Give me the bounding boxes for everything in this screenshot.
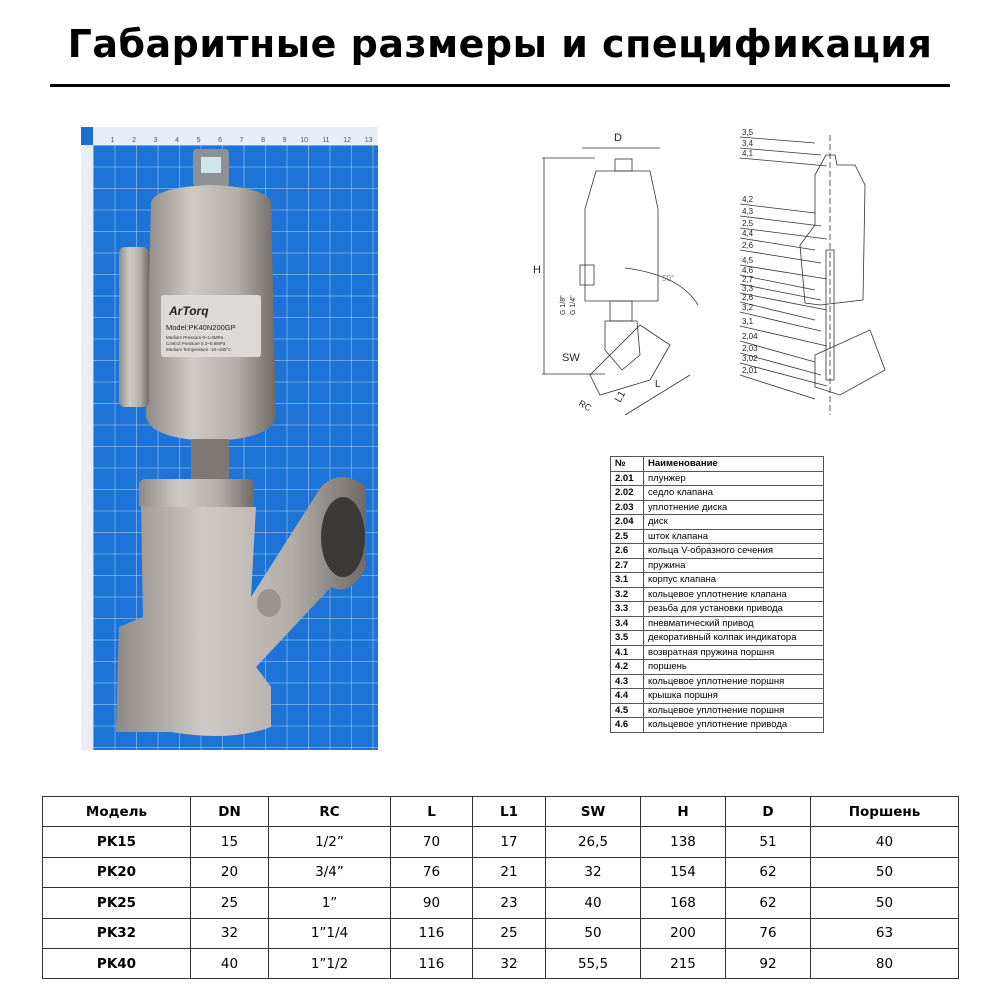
parts-row bbox=[611, 645, 824, 660]
part-number: 2.7 bbox=[611, 558, 644, 573]
part-name: седло клапана bbox=[644, 486, 824, 501]
spec-header-cell: L1 bbox=[473, 797, 546, 827]
part-name: уплотнение диска bbox=[644, 500, 824, 515]
spec-table bbox=[42, 796, 959, 979]
spec-cell: 63 bbox=[811, 918, 959, 948]
spec-cell: 116 bbox=[391, 948, 473, 978]
spec-cell: 32 bbox=[473, 948, 546, 978]
spec-cell: 40 bbox=[811, 827, 959, 857]
spec-cell: 21 bbox=[473, 857, 546, 887]
callout-label: 2,7 bbox=[742, 275, 754, 284]
part-number: 3.3 bbox=[611, 602, 644, 617]
part-name: декоративный колпак индикатора bbox=[644, 631, 824, 646]
parts-row bbox=[611, 703, 824, 718]
callout-label: 2,01 bbox=[742, 366, 758, 375]
part-number: 4.1 bbox=[611, 645, 644, 660]
part-name: кольцевое уплотнение поршня bbox=[644, 703, 824, 718]
callout-label: 3,2 bbox=[742, 303, 754, 312]
spec-cell: 92 bbox=[726, 948, 811, 978]
spec-row bbox=[43, 888, 959, 918]
page-title: Габаритные размеры и спецификация bbox=[67, 22, 933, 66]
part-number: 2.01 bbox=[611, 471, 644, 486]
dim-L1: L1 bbox=[613, 389, 629, 405]
spec-cell: 1/2” bbox=[269, 827, 391, 857]
ruler-tick: 4 bbox=[175, 137, 179, 144]
parts-row bbox=[611, 674, 824, 689]
model-label: Model:PK40N200GP bbox=[166, 323, 236, 332]
parts-row bbox=[611, 616, 824, 631]
spec-row bbox=[43, 827, 959, 857]
spec-header-cell: SW bbox=[546, 797, 641, 827]
spec-cell: 40 bbox=[546, 888, 641, 918]
spec-cell: 50 bbox=[811, 857, 959, 887]
part-name: кольца V-образного сечения bbox=[644, 544, 824, 559]
parts-row bbox=[611, 573, 824, 588]
parts-row bbox=[611, 602, 824, 617]
callout-label: 2,04 bbox=[742, 332, 758, 341]
spec-control-pressure: Control Pressure 0.3~0.8MPa bbox=[166, 341, 226, 346]
dim-H: H bbox=[533, 264, 541, 276]
spec-model-cell: PK20 bbox=[43, 857, 191, 887]
spec-cell: 215 bbox=[641, 948, 726, 978]
parts-header-cell: № bbox=[611, 457, 644, 472]
part-name: кольцевое уплотнение поршня bbox=[644, 674, 824, 689]
part-name: резьба для установки привода bbox=[644, 602, 824, 617]
callout-leader bbox=[740, 158, 827, 166]
parts-row bbox=[611, 500, 824, 515]
parts-table bbox=[610, 456, 824, 733]
callout-label: 4,6 bbox=[742, 266, 754, 275]
dim-SW: SW bbox=[562, 352, 580, 364]
callout-label: 3,1 bbox=[742, 317, 754, 326]
ruler-tick: 6 bbox=[218, 137, 222, 144]
ruler-tick: 12 bbox=[343, 137, 351, 144]
callout-label: 2,5 bbox=[742, 219, 754, 228]
ruler-tick: 2 bbox=[132, 137, 136, 144]
callout-label: 4,5 bbox=[742, 256, 754, 265]
part-name: корпус клапана bbox=[644, 573, 824, 588]
spec-cell: 1”1/4 bbox=[269, 918, 391, 948]
title-divider bbox=[50, 84, 950, 87]
spec-cell: 168 bbox=[641, 888, 726, 918]
ruler-tick: 5 bbox=[196, 137, 201, 144]
spec-cell: 32 bbox=[546, 857, 641, 887]
spec-header-cell: H bbox=[641, 797, 726, 827]
spec-cell: 15 bbox=[191, 827, 269, 857]
spec-cell: 200 bbox=[641, 918, 726, 948]
spec-cell: 76 bbox=[391, 857, 473, 887]
product-photo bbox=[81, 127, 378, 750]
part-name: пружина bbox=[644, 558, 824, 573]
parts-row bbox=[611, 529, 824, 544]
part-number: 3.5 bbox=[611, 631, 644, 646]
spec-row bbox=[43, 918, 959, 948]
part-name: кольцевое уплотнение клапана bbox=[644, 587, 824, 602]
callout-label: 3,02 bbox=[742, 354, 758, 363]
spec-cell: 62 bbox=[726, 888, 811, 918]
part-name: пневматический привод bbox=[644, 616, 824, 631]
spec-cell: 40 bbox=[191, 948, 269, 978]
valve-image bbox=[81, 127, 378, 750]
brand-label: ArTorq bbox=[169, 304, 209, 318]
spec-cell: 80 bbox=[811, 948, 959, 978]
ruler-tick: 11 bbox=[322, 137, 330, 144]
part-number: 3.2 bbox=[611, 587, 644, 602]
part-name: поршень bbox=[644, 660, 824, 675]
spec-medium-pressure: Medium Pressure 0~1.6MPa bbox=[166, 335, 224, 340]
dimension-diagram bbox=[530, 125, 900, 430]
ruler-tick: 3 bbox=[153, 137, 158, 144]
parts-row bbox=[611, 587, 824, 602]
callout-label: 4,4 bbox=[742, 229, 754, 238]
dim-RC: RC bbox=[577, 398, 594, 414]
part-number: 4.6 bbox=[611, 718, 644, 733]
callout-label: 4,1 bbox=[742, 149, 754, 158]
spec-model-cell: PK40 bbox=[43, 948, 191, 978]
callout-label: 2,03 bbox=[742, 344, 758, 353]
callout-label: 3,3 bbox=[742, 284, 754, 293]
spec-cell: 1” bbox=[269, 888, 391, 918]
spec-model-cell: PK15 bbox=[43, 827, 191, 857]
part-number: 2.6 bbox=[611, 544, 644, 559]
spec-header-cell: RC bbox=[269, 797, 391, 827]
callout-label: 2,6 bbox=[742, 293, 754, 302]
part-number: 3.1 bbox=[611, 573, 644, 588]
parts-row bbox=[611, 515, 824, 530]
parts-row bbox=[611, 486, 824, 501]
part-number: 4.2 bbox=[611, 660, 644, 675]
dim-D: D bbox=[614, 132, 622, 144]
callout-label: 2,6 bbox=[742, 241, 754, 250]
parts-row bbox=[611, 631, 824, 646]
callout-labels bbox=[740, 128, 827, 399]
part-number: 4.5 bbox=[611, 703, 644, 718]
callout-label: 3,4 bbox=[742, 139, 754, 148]
spec-cell: 25 bbox=[191, 888, 269, 918]
dim-g14: G 1/4" bbox=[570, 295, 577, 315]
parts-row bbox=[611, 689, 824, 704]
spec-cell: 51 bbox=[726, 827, 811, 857]
callout-label: 4,3 bbox=[742, 207, 754, 216]
parts-row bbox=[611, 718, 824, 733]
spec-row bbox=[43, 948, 959, 978]
spec-cell: 32 bbox=[191, 918, 269, 948]
part-number: 4.4 bbox=[611, 689, 644, 704]
spec-row bbox=[43, 857, 959, 887]
spec-model-cell: PK25 bbox=[43, 888, 191, 918]
part-number: 2.02 bbox=[611, 486, 644, 501]
parts-header-cell: Наименование bbox=[644, 457, 824, 472]
part-number: 3.4 bbox=[611, 616, 644, 631]
ruler-tick: 10 bbox=[300, 137, 308, 144]
part-name: плунжер bbox=[644, 471, 824, 486]
part-number: 2.04 bbox=[611, 515, 644, 530]
spec-cell: 17 bbox=[473, 827, 546, 857]
spec-cell: 55,5 bbox=[546, 948, 641, 978]
spec-medium-temperature: Medium Temperature -10~180°C bbox=[166, 347, 232, 352]
spec-cell: 50 bbox=[546, 918, 641, 948]
callout-leader bbox=[740, 375, 815, 399]
spec-cell: 20 bbox=[191, 857, 269, 887]
spec-cell: 154 bbox=[641, 857, 726, 887]
parts-row bbox=[611, 471, 824, 486]
spec-header-cell: DN bbox=[191, 797, 269, 827]
ruler-tick: 1 bbox=[110, 137, 115, 144]
spec-header-cell: D bbox=[726, 797, 811, 827]
spec-cell: 90 bbox=[391, 888, 473, 918]
spec-cell: 3/4” bbox=[269, 857, 391, 887]
part-number: 2.03 bbox=[611, 500, 644, 515]
spec-cell: 138 bbox=[641, 827, 726, 857]
spec-cell: 26,5 bbox=[546, 827, 641, 857]
dim-g18: G 1/8" bbox=[560, 295, 567, 315]
ruler-tick: 7 bbox=[239, 137, 244, 144]
spec-cell: 116 bbox=[391, 918, 473, 948]
dim-angle: 50° bbox=[662, 274, 675, 283]
spec-cell: 1”1/2 bbox=[269, 948, 391, 978]
callout-label: 4,2 bbox=[742, 195, 754, 204]
ruler-tick: 9 bbox=[282, 137, 287, 144]
spec-cell: 70 bbox=[391, 827, 473, 857]
parts-header-row bbox=[611, 457, 824, 472]
spec-header-cell: Модель bbox=[43, 797, 191, 827]
part-name: крышка поршня bbox=[644, 689, 824, 704]
spec-cell: 50 bbox=[811, 888, 959, 918]
spec-cell: 76 bbox=[726, 918, 811, 948]
parts-row bbox=[611, 660, 824, 675]
parts-row bbox=[611, 558, 824, 573]
dim-L: L bbox=[655, 379, 661, 390]
spec-header-cell: Поршень bbox=[811, 797, 959, 827]
ruler-tick: 13 bbox=[364, 137, 373, 144]
spec-model-cell: PK32 bbox=[43, 918, 191, 948]
part-name: кольцевое уплотнение привода bbox=[644, 718, 824, 733]
parts-row bbox=[611, 544, 824, 559]
spec-header-cell: L bbox=[391, 797, 473, 827]
spec-cell: 23 bbox=[473, 888, 546, 918]
part-name: диск bbox=[644, 515, 824, 530]
part-name: возвратная пружина поршня bbox=[644, 645, 824, 660]
spec-cell: 62 bbox=[726, 857, 811, 887]
part-number: 2.5 bbox=[611, 529, 644, 544]
ruler-tick: 8 bbox=[261, 137, 265, 144]
spec-cell: 25 bbox=[473, 918, 546, 948]
callout-label: 3,5 bbox=[742, 128, 754, 137]
part-number: 4.3 bbox=[611, 674, 644, 689]
part-name: шток клапана bbox=[644, 529, 824, 544]
